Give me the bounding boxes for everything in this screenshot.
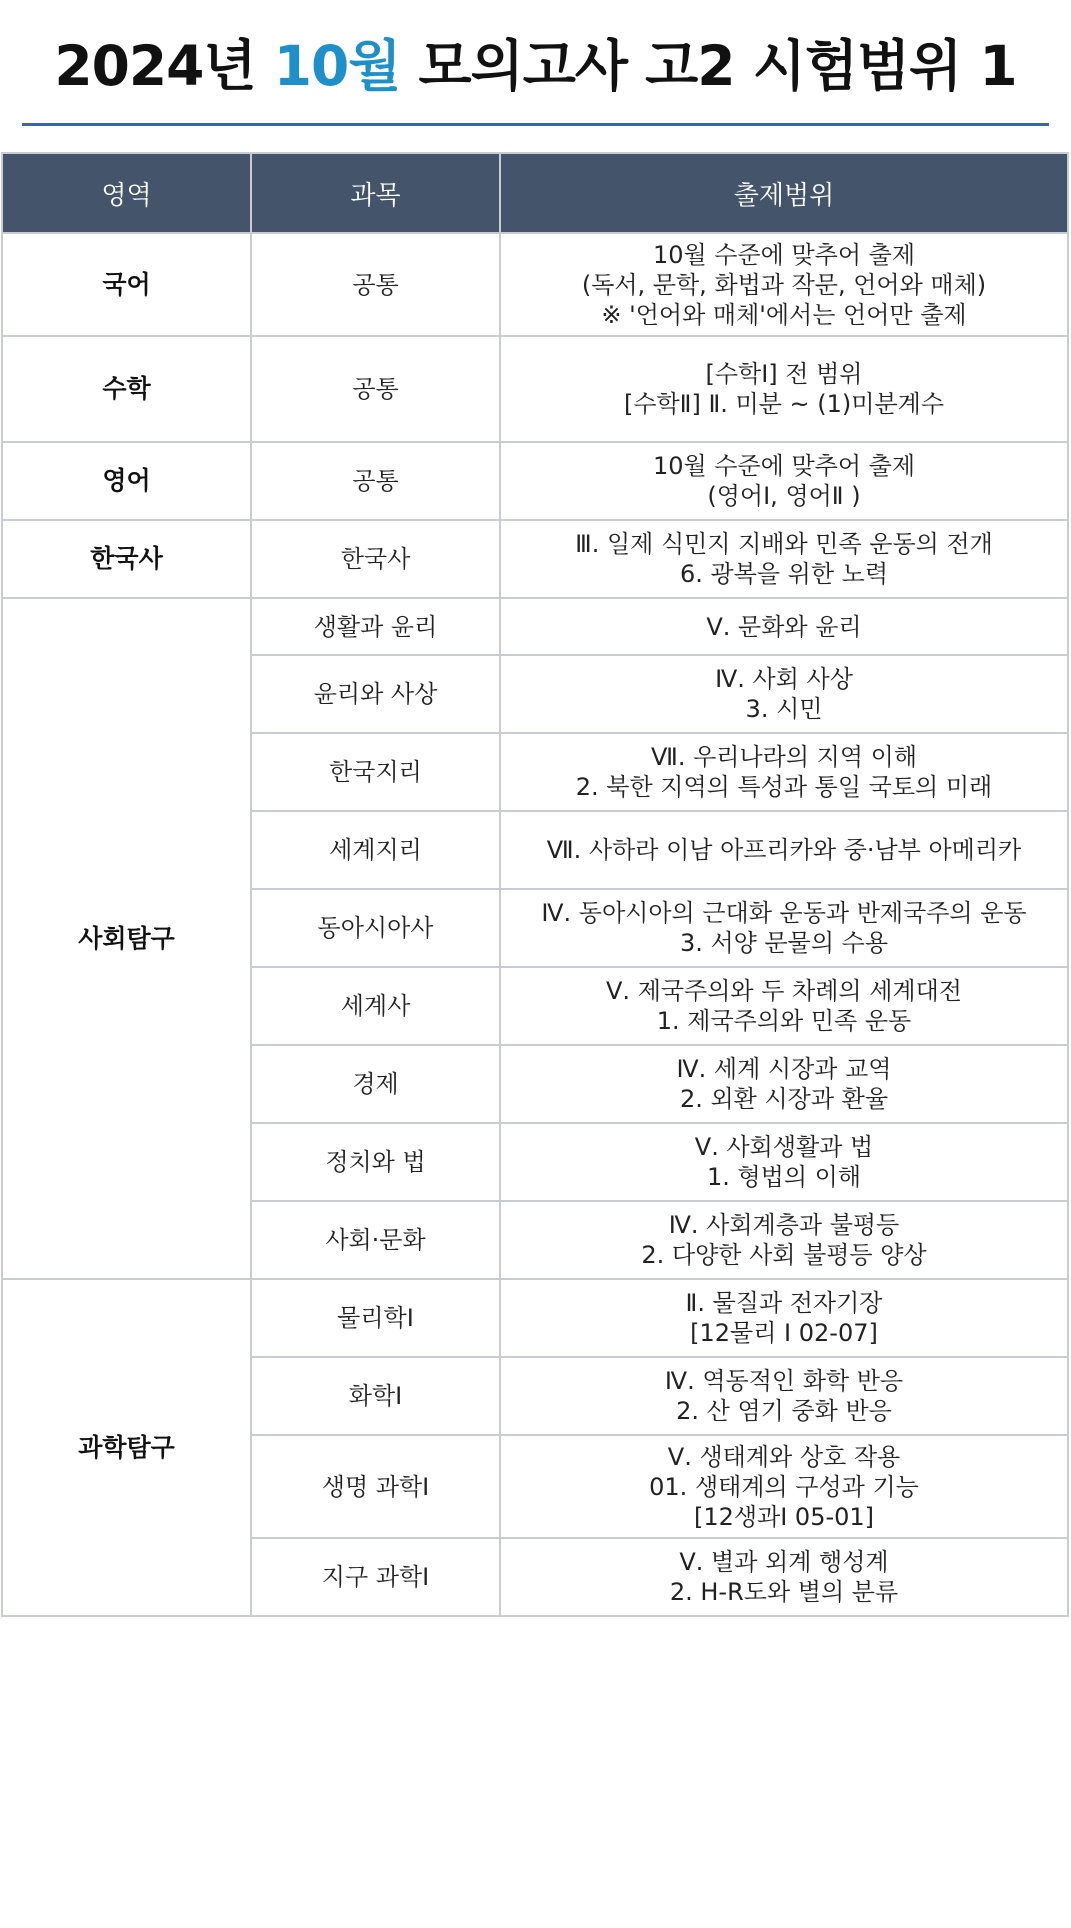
range-line: Ⅴ. 사회생활과 법 <box>694 1133 874 1161</box>
range-line: Ⅳ. 역동적인 화학 반응 <box>664 1367 904 1395</box>
range-line: Ⅳ. 동아시아의 근대화 운동과 반제국주의 운동 <box>541 899 1027 927</box>
table-row <box>2 520 1068 598</box>
table-row <box>2 336 1068 442</box>
range-line: Ⅴ. 별과 외계 행성계 <box>679 1548 889 1576</box>
range-line: 1. 형법의 이해 <box>706 1163 862 1191</box>
range-cell <box>500 733 1068 811</box>
range-line: 3. 서양 문물의 수용 <box>679 929 889 957</box>
subject-cell: 공통 <box>251 336 500 442</box>
table-row <box>2 598 1068 655</box>
range-line: 2. H-R도와 별의 분류 <box>669 1578 899 1606</box>
range-line: Ⅴ. 제국주의와 두 차례의 세계대전 <box>606 977 962 1005</box>
range-line: 2. 다양한 사회 불평등 양상 <box>641 1241 927 1269</box>
title-suffix: 모의고사 고2 시험범위 1 <box>400 34 1017 98</box>
range-line: [수학Ⅱ] Ⅱ. 미분 ~ (1)미분계수 <box>623 390 945 418</box>
range-cell <box>500 1357 1068 1435</box>
range-cell <box>500 598 1068 655</box>
range-cell <box>500 655 1068 733</box>
range-line: [수학Ⅰ] 전 범위 <box>705 360 863 388</box>
header-row <box>2 153 1068 233</box>
range-line: (영어Ⅰ, 영어Ⅱ ) <box>707 482 861 510</box>
range-line: Ⅱ. 물질과 전자기장 <box>685 1289 883 1317</box>
page-title <box>0 0 1071 102</box>
range-cell <box>500 1123 1068 1201</box>
area-cell: 사회탐구 <box>2 598 251 1279</box>
range-cell <box>500 811 1068 889</box>
range-cell <box>500 1279 1068 1357</box>
range-line: 1. 제국주의와 민족 운동 <box>656 1007 912 1035</box>
subject-cell: 물리학Ⅰ <box>251 1279 500 1357</box>
range-cell <box>500 1435 1068 1538</box>
subject-cell: 동아시아사 <box>251 889 500 967</box>
exam-range-table <box>1 152 1069 1617</box>
range-cell <box>500 233 1068 336</box>
range-line: (독서, 문학, 화법과 작문, 언어와 매체) <box>581 270 987 299</box>
subject-cell: 생명 과학Ⅰ <box>251 1435 500 1538</box>
range-cell <box>500 1201 1068 1279</box>
header-area: 영역 <box>2 153 251 233</box>
subject-cell: 세계사 <box>251 967 500 1045</box>
range-line: Ⅶ. 사하라 이남 아프리카와 중·남부 아메리카 <box>546 836 1022 864</box>
range-cell <box>500 336 1068 442</box>
header-range: 출제범위 <box>500 153 1068 233</box>
range-line: 6. 광복을 위한 노력 <box>679 560 889 588</box>
subject-cell: 경제 <box>251 1045 500 1123</box>
range-cell <box>500 520 1068 598</box>
subject-cell: 사회·문화 <box>251 1201 500 1279</box>
range-line: 2. 북한 지역의 특성과 통일 국토의 미래 <box>575 773 993 801</box>
area-cell: 수학 <box>2 336 251 442</box>
range-line: 3. 시민 <box>745 695 823 723</box>
title-accent: 10월 <box>273 34 401 98</box>
range-cell <box>500 1045 1068 1123</box>
range-line: Ⅳ. 사회 사상 <box>715 665 853 693</box>
range-line: Ⅳ. 사회계층과 불평등 <box>668 1211 900 1239</box>
subject-cell: 공통 <box>251 233 500 336</box>
subject-cell: 공통 <box>251 442 500 520</box>
range-line: 2. 산 염기 중화 반응 <box>676 1397 892 1425</box>
range-line: Ⅴ. 문화와 윤리 <box>706 612 862 641</box>
range-line: [12생과Ⅰ 05-01] <box>693 1502 875 1531</box>
subject-cell: 한국지리 <box>251 733 500 811</box>
range-line: 10월 수준에 맞추어 출제 <box>652 452 916 480</box>
area-cell: 과학탐구 <box>2 1279 251 1616</box>
table-row <box>2 1279 1068 1357</box>
subject-cell: 세계지리 <box>251 811 500 889</box>
title-prefix: 2024년 <box>54 34 274 98</box>
subject-cell: 한국사 <box>251 520 500 598</box>
range-line: 01. 생태계의 구성과 기능 <box>649 1472 919 1501</box>
header-subject: 과목 <box>251 153 500 233</box>
subject-cell: 정치와 법 <box>251 1123 500 1201</box>
range-line: ※ '언어와 매체'에서는 언어만 출제 <box>601 300 967 329</box>
subject-cell: 윤리와 사상 <box>251 655 500 733</box>
subject-cell: 생활과 윤리 <box>251 598 500 655</box>
range-line: 10월 수준에 맞추어 출제 <box>652 240 916 269</box>
range-line: Ⅶ. 우리나라의 지역 이해 <box>650 743 918 771</box>
range-line: Ⅳ. 세계 시장과 교역 <box>676 1055 892 1083</box>
range-cell <box>500 1538 1068 1616</box>
area-cell: 국어 <box>2 233 251 336</box>
area-cell: 영어 <box>2 442 251 520</box>
subject-cell: 지구 과학Ⅰ <box>251 1538 500 1616</box>
title-divider <box>22 123 1049 126</box>
range-cell <box>500 889 1068 967</box>
range-line: Ⅴ. 생태계와 상호 작용 <box>667 1442 901 1471</box>
range-line: Ⅲ. 일제 식민지 지배와 민족 운동의 전개 <box>575 530 993 558</box>
table-row <box>2 233 1068 336</box>
area-cell: 한국사 <box>2 520 251 598</box>
range-cell <box>500 442 1068 520</box>
range-cell <box>500 967 1068 1045</box>
range-line: [12물리 Ⅰ 02-07] <box>690 1319 878 1347</box>
table-body <box>2 233 1068 1616</box>
table-row <box>2 442 1068 520</box>
subject-cell: 화학Ⅰ <box>251 1357 500 1435</box>
range-line: 2. 외환 시장과 환율 <box>679 1085 889 1113</box>
